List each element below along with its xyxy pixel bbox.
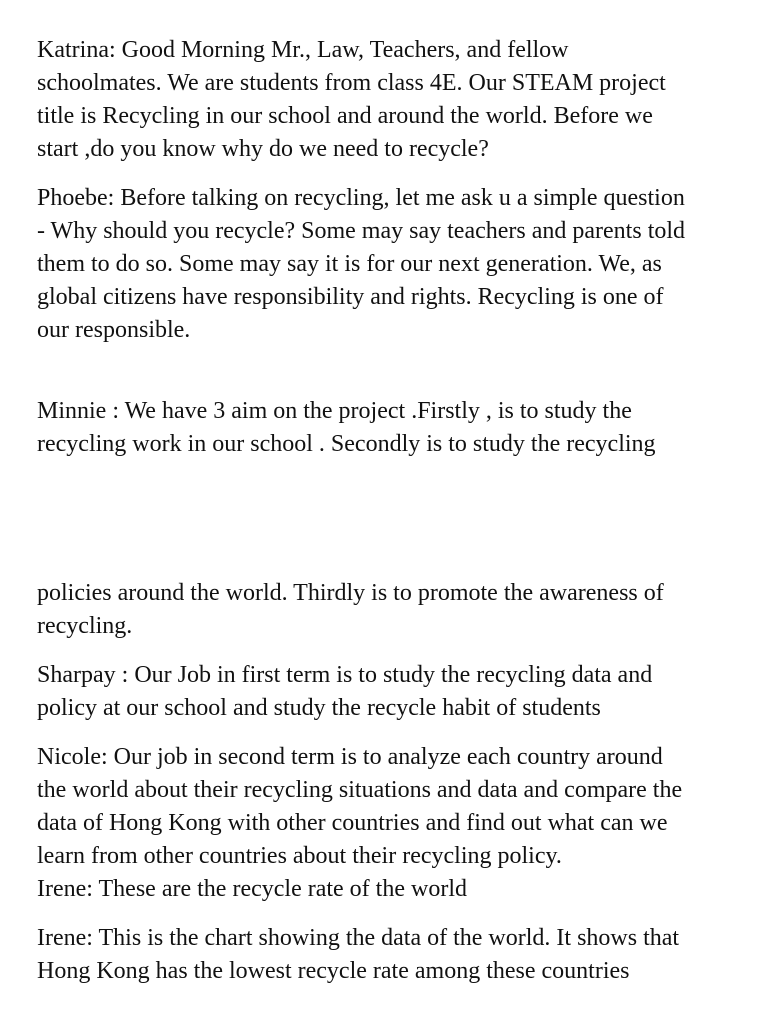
text-line: Irene: This is the chart showing the data of the world. It shows that xyxy=(37,925,680,951)
text-line: learn from other countries about their recycling policy. xyxy=(37,843,562,869)
text-line: them to do so. Some may say it is for our next generation. We, as xyxy=(37,251,662,277)
text-line: recycling. xyxy=(37,613,133,639)
text-line: the world about their recycling situations and data and compare the xyxy=(37,777,683,803)
text-line: Phoebe: Before talking on recycling, let me ask u a simple question xyxy=(37,185,685,211)
text-line: - Why should you recycle? Some may say teachers and parents told xyxy=(37,218,686,244)
text-line: policies around the world. Thirdly is to promote the awareness of xyxy=(37,580,664,606)
paragraph-irene xyxy=(37,922,737,988)
text-line: global citizens have responsibility and rights. Recycling is one of xyxy=(37,284,664,310)
paragraph-minnie-continued xyxy=(37,577,737,643)
text-line: our responsible. xyxy=(37,317,191,343)
paragraph-nicole xyxy=(37,741,737,906)
paragraph-minnie xyxy=(37,395,737,461)
text-line: Katrina: Good Morning Mr., Law, Teachers, and fellow xyxy=(37,37,569,63)
text-line: recycling work in our school . Secondly is to study the recycling xyxy=(37,431,656,457)
paragraph-katrina xyxy=(37,34,737,166)
text-line: Minnie : We have 3 aim on the project .Firstly , is to study the xyxy=(37,398,632,424)
text-line: data of Hong Kong with other countries and find out what can we xyxy=(37,810,668,836)
text-line: Sharpay : Our Job in first term is to study the recycling data and xyxy=(37,662,653,688)
text-line: Irene: These are the recycle rate of the world xyxy=(37,876,467,902)
text-line: Hong Kong has the lowest recycle rate among these countries xyxy=(37,958,630,984)
text-line: title is Recycling in our school and around the world. Before we xyxy=(37,103,653,129)
text-line: schoolmates. We are students from class 4E. Our STEAM project xyxy=(37,70,666,96)
text-line: start ,do you know why do we need to recycle? xyxy=(37,136,489,162)
text-line: Nicole: Our job in second term is to analyze each country around xyxy=(37,744,663,770)
paragraph-phoebe xyxy=(37,182,737,347)
paragraph-sharpay xyxy=(37,659,737,725)
text-line: policy at our school and study the recycle habit of students xyxy=(37,695,601,721)
